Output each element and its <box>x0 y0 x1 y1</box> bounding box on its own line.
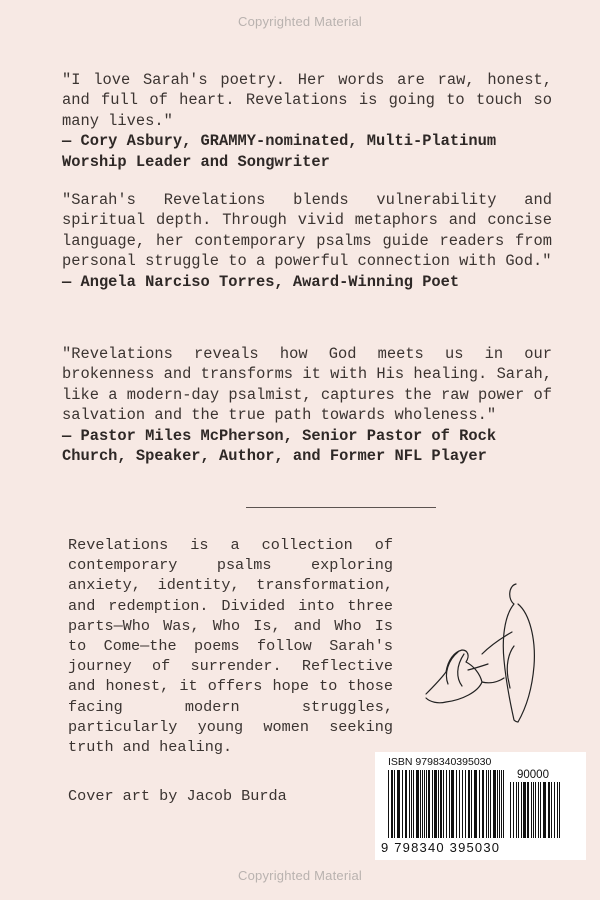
barcode-bar <box>482 770 484 838</box>
barcode-bar <box>527 782 529 838</box>
barcode-bar <box>402 770 403 838</box>
barcode-bar <box>497 770 498 838</box>
barcode-bar <box>513 782 514 838</box>
main-barcode-bars <box>388 770 506 838</box>
endorsement-quote <box>62 344 552 466</box>
barcode-bar <box>424 770 425 838</box>
barcode-bar <box>443 770 444 838</box>
barcode-bar <box>411 770 412 838</box>
barcode-bar <box>551 782 552 838</box>
barcode-bar <box>468 770 470 838</box>
barcode-bar <box>559 782 560 838</box>
barcode-bar <box>510 782 511 838</box>
barcode-bar <box>416 770 419 838</box>
section-divider <box>246 507 436 508</box>
description-text: Revelations is a collection of contemporary psalms exploring anxiety, identity, transformation, and redemption. Divided into three parts—Who Was, Who Is, and Who Is to Come—the poems follow Sarah's journey of surrender. Reflective and honest, it offers hope to those facing modern struggles, particularly young women seeking truth and healing. <box>68 536 393 757</box>
barcode-bar <box>474 770 477 838</box>
barcode-bar <box>394 770 395 838</box>
barcode-bar <box>538 782 539 838</box>
barcode-bar <box>413 770 414 838</box>
quote-text: "I love Sarah's poetry. Her words are raw, honest, and full of heart. Revelations is going to touch so many lives." <box>62 71 552 130</box>
isbn-digits: 9 798340 395030 <box>381 840 501 855</box>
barcode-bar <box>490 770 491 838</box>
barcode-bar <box>493 770 496 838</box>
barcode-bar <box>397 770 400 838</box>
quote-attribution: — Pastor Miles McPherson, Senior Pastor of Rock Church, Speaker, Author, and Former NFL Player <box>62 426 497 466</box>
endorsement-quote <box>62 70 552 172</box>
kneeling-figure-hair <box>446 652 464 686</box>
isbn-barcode <box>375 752 586 860</box>
barcode-bar <box>451 770 454 838</box>
barcode-bar <box>432 770 433 838</box>
cover-art-credit: Cover art by Jacob Burda <box>68 787 287 805</box>
barcode-bar <box>449 770 450 838</box>
quote-text: "Revelations reveals how God meets us in our brokenness and transforms it with His healing. Sarah, like a modern-day psalmist, captures the raw power of salvation and the true path towards wholeness." <box>62 345 552 425</box>
standing-figure-arm <box>482 632 514 688</box>
barcode-bar <box>465 770 466 838</box>
barcode-bar <box>499 770 500 838</box>
quote-attribution: — Angela Narciso Torres, Award-Winning Poet <box>62 272 460 291</box>
barcode-bar <box>420 770 421 838</box>
barcode-bar <box>438 770 439 838</box>
barcode-bar <box>535 782 536 838</box>
barcode-bar <box>488 770 489 838</box>
barcode-bar <box>440 770 442 838</box>
barcode-bar <box>486 770 487 838</box>
barcode-bar <box>479 770 480 838</box>
barcode-bar <box>428 770 430 838</box>
barcode-bar <box>409 770 410 838</box>
standing-figure-outline <box>503 584 534 722</box>
barcode-bar <box>533 782 534 838</box>
copyright-watermark-top: Copyrighted Material <box>238 14 362 29</box>
copyright-watermark-bottom: Copyrighted Material <box>238 868 362 883</box>
barcode-bar <box>462 770 463 838</box>
barcode-bar <box>518 782 519 838</box>
barcode-bar <box>422 770 423 838</box>
price-code: 90000 <box>517 769 549 781</box>
barcode-bar <box>543 782 546 838</box>
barcode-bar <box>456 770 457 838</box>
barcode-bar <box>531 782 532 838</box>
quote-attribution: — Cory Asbury, GRAMMY-nominated, Multi-Platinum Worship Leader and Songwriter <box>62 132 497 171</box>
barcode-bar <box>434 770 437 838</box>
endorsement-quote <box>62 190 552 292</box>
barcode-bar <box>548 782 550 838</box>
barcode-bar <box>523 782 526 838</box>
quote-text: "Sarah's Revelations blends vulnerability and spiritual depth. Through vivid metaphors and concise language, her contemporary psalms guide readers from personal struggle to a powerful connection with God." <box>62 191 552 271</box>
barcode-bar <box>516 782 517 838</box>
barcode-bar <box>521 782 522 838</box>
book-description <box>68 535 393 757</box>
barcode-bar <box>388 770 389 838</box>
barcode-bar <box>557 782 558 838</box>
barcode-bar <box>446 770 447 838</box>
barcode-bar <box>501 770 502 838</box>
barcode-bar <box>391 770 393 838</box>
line-art-illustration <box>418 570 568 730</box>
isbn-label: ISBN 9798340395030 <box>388 756 492 768</box>
barcode-bar <box>471 770 472 838</box>
barcode-bar <box>540 782 541 838</box>
barcode-bar <box>426 770 427 838</box>
price-barcode-bars <box>510 782 562 838</box>
barcode-bar <box>503 770 504 838</box>
barcode-bar <box>459 770 460 838</box>
barcode-bar <box>554 782 555 838</box>
kneeling-figure-outline <box>426 650 482 703</box>
barcode-bar <box>405 770 407 838</box>
